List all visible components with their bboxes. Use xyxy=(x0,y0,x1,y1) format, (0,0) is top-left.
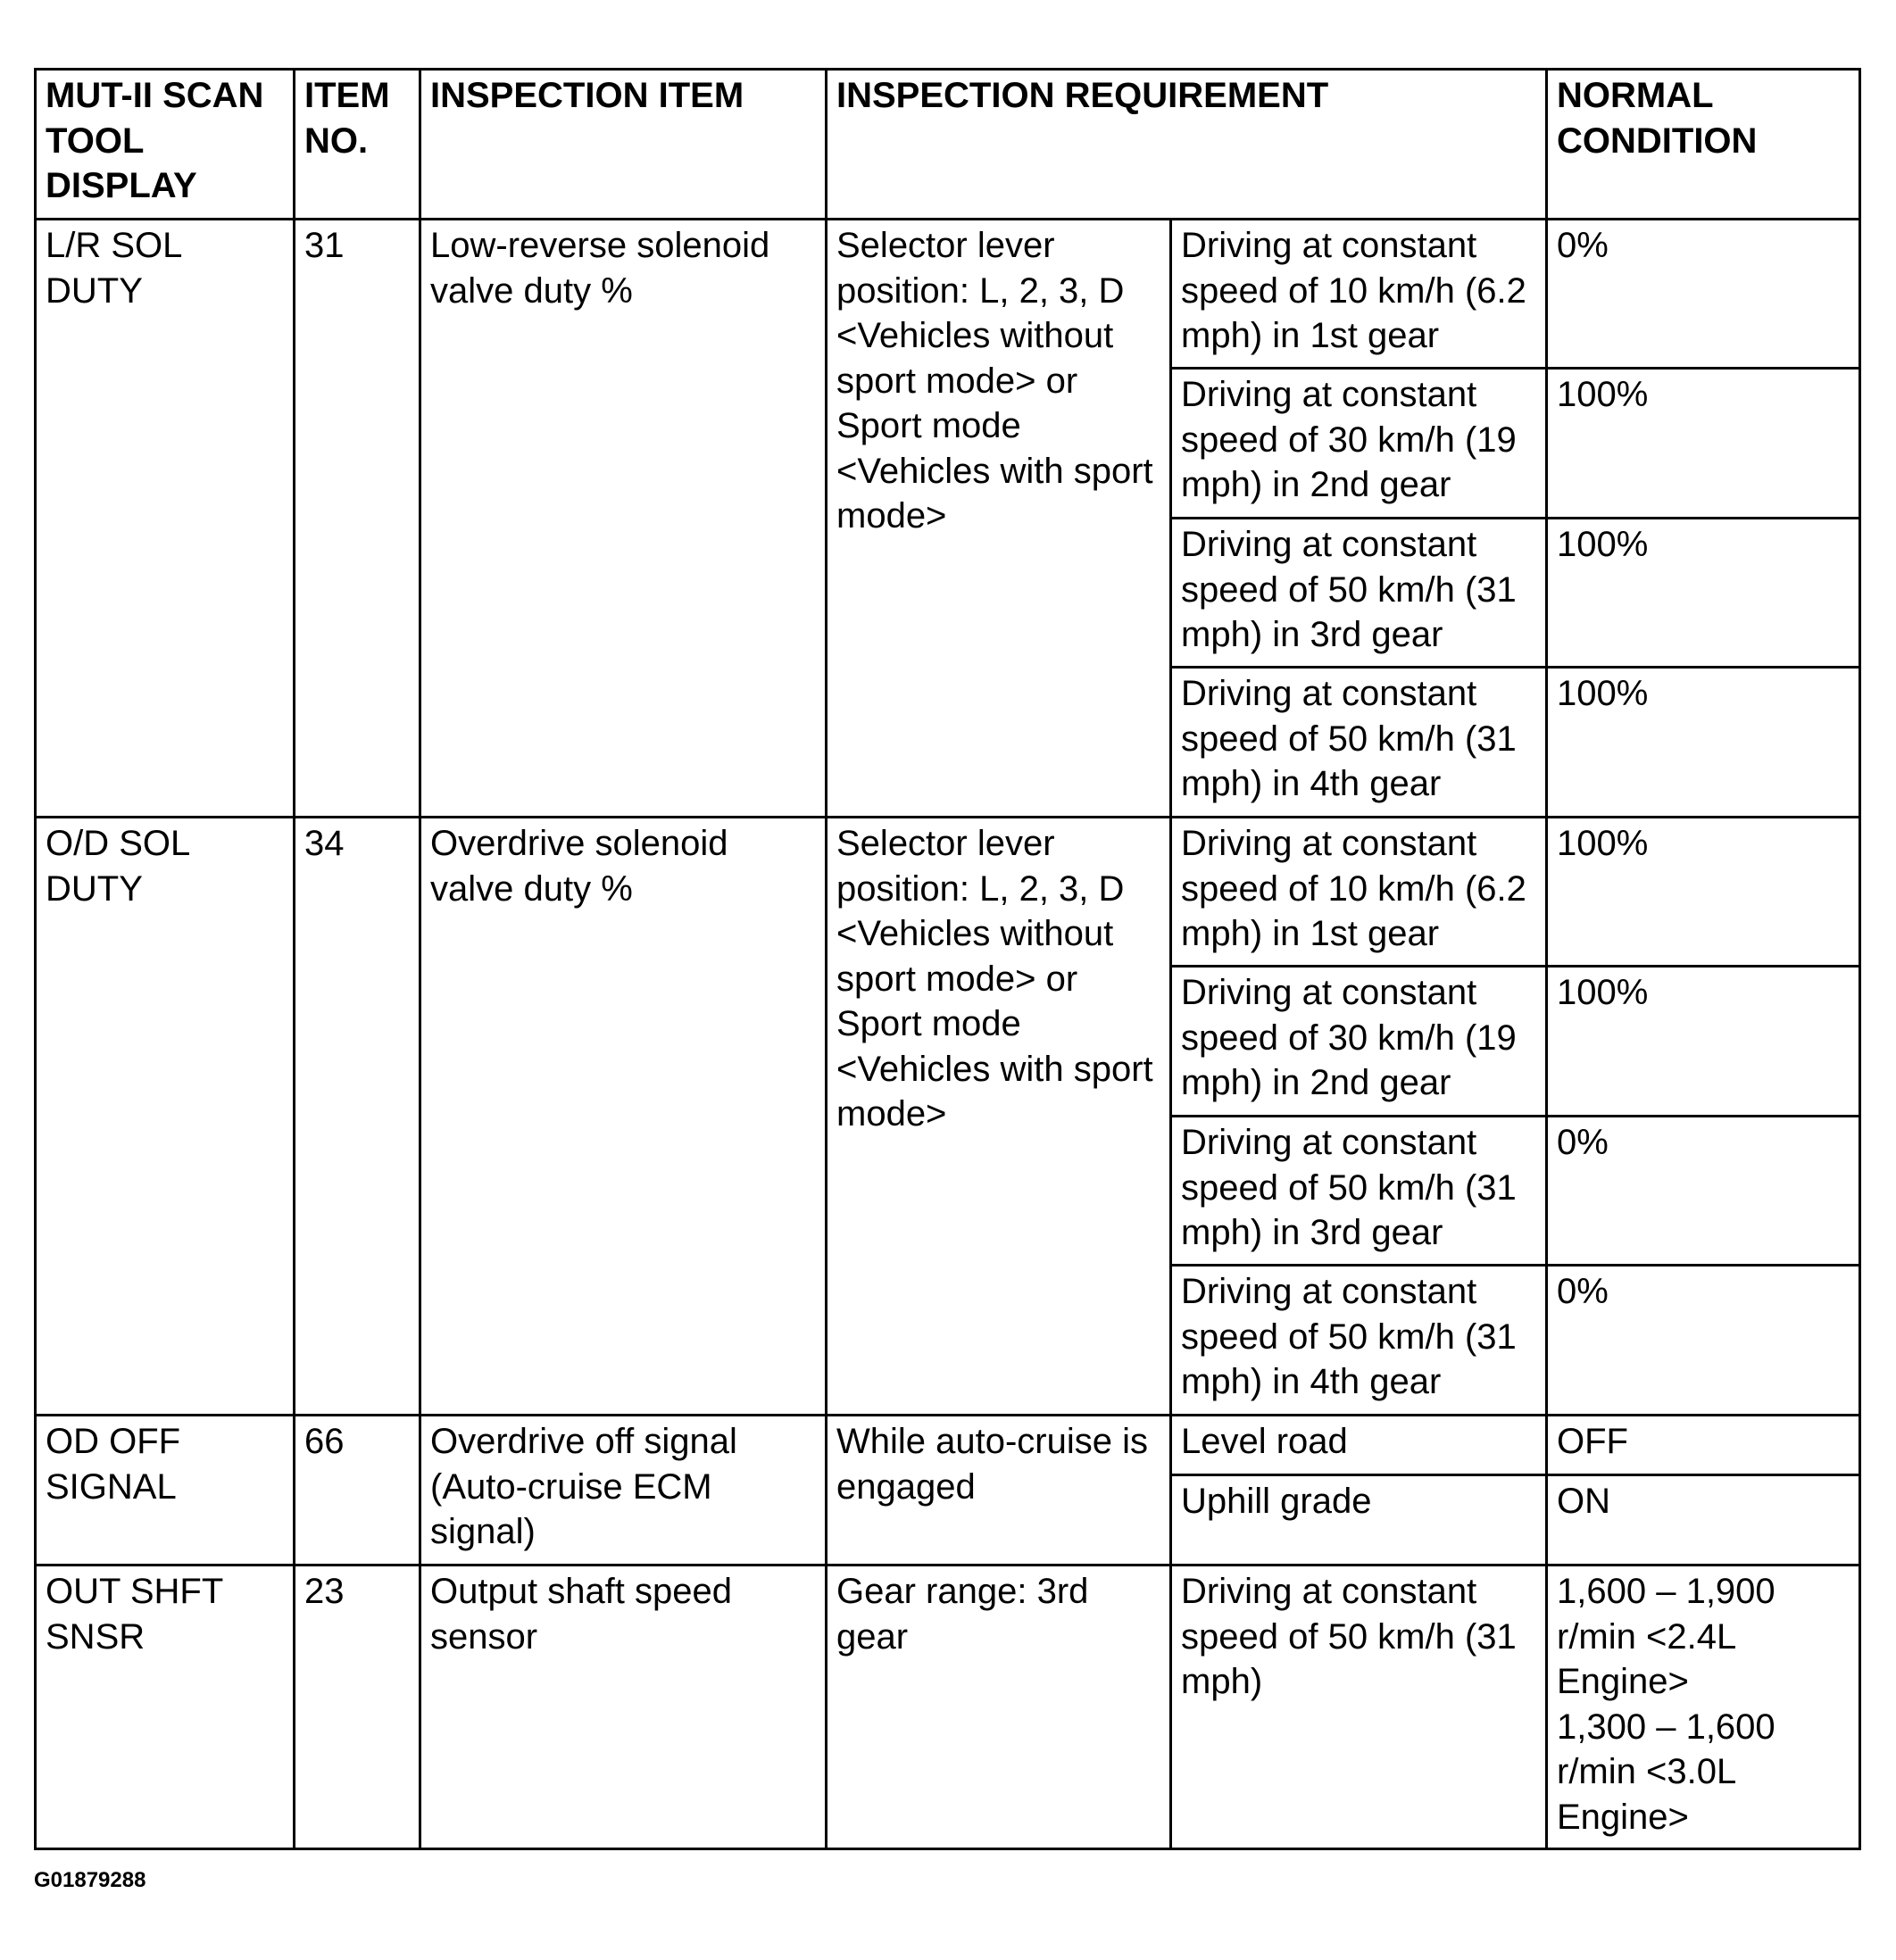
cell-condition: Driving at constant speed of 10 km/h (6.2 mph) in 1st gear xyxy=(1171,818,1547,967)
cell-condition: Driving at constant speed of 30 km/h (19 mph) in 2nd gear xyxy=(1171,369,1547,519)
header-inspection-requirement: INSPECTION REQUIREMENT xyxy=(827,70,1547,220)
cell-item-no: 23 xyxy=(295,1566,420,1849)
header-normal-condition: NORMAL CONDITION xyxy=(1547,70,1860,220)
header-inspection-item: INSPECTION ITEM xyxy=(420,70,827,220)
inspection-table xyxy=(34,68,1861,1850)
cell-display: L/R SOL DUTY xyxy=(36,220,295,818)
cell-inspection-item: Output shaft speed sensor xyxy=(420,1566,827,1849)
cell-condition: Driving at constant speed of 10 km/h (6.2 mph) in 1st gear xyxy=(1171,220,1547,369)
cell-condition: Driving at constant speed of 50 km/h (31 mph) in 4th gear xyxy=(1171,668,1547,818)
cell-normal: 0% xyxy=(1547,1117,1860,1266)
cell-inspection-item: Low-reverse solenoid valve duty % xyxy=(420,220,827,818)
cell-condition: Driving at constant speed of 50 km/h (31 mph) in 3rd gear xyxy=(1171,519,1547,668)
table-row xyxy=(36,818,1860,967)
cell-display: O/D SOL DUTY xyxy=(36,818,295,1416)
cell-normal: 100% xyxy=(1547,519,1860,668)
cell-item-no: 66 xyxy=(295,1416,420,1566)
cell-item-no: 31 xyxy=(295,220,420,818)
cell-inspection-item: Overdrive solenoid valve duty % xyxy=(420,818,827,1416)
cell-normal: ON xyxy=(1547,1475,1860,1566)
header-item-no: ITEM NO. xyxy=(295,70,420,220)
cell-normal: 100% xyxy=(1547,967,1860,1117)
cell-condition: Level road xyxy=(1171,1416,1547,1475)
cell-condition: Driving at constant speed of 50 km/h (31 mph) xyxy=(1171,1566,1547,1849)
cell-display: OUT SHFT SNSR xyxy=(36,1566,295,1849)
cell-display: OD OFF SIGNAL xyxy=(36,1416,295,1566)
table-row xyxy=(36,1416,1860,1475)
cell-requirement: Selector lever position: L, 2, 3, D <Vehicles without sport mode> or Sport mode <Vehicles with sport mode> xyxy=(827,220,1171,818)
cell-normal: 1,600 – 1,900 r/min <2.4L Engine> 1,300 – 1,600 r/min <3.0L Engine> xyxy=(1547,1566,1860,1849)
table-row xyxy=(36,1566,1860,1849)
cell-normal: 0% xyxy=(1547,220,1860,369)
figure-id: G01879288 xyxy=(34,1868,146,1892)
cell-normal: 100% xyxy=(1547,818,1860,967)
header-row xyxy=(36,70,1860,220)
cell-requirement: While auto-cruise is engaged xyxy=(827,1416,1171,1566)
table-row xyxy=(36,220,1860,369)
header-display: MUT-II SCAN TOOL DISPLAY xyxy=(36,70,295,220)
cell-normal: 100% xyxy=(1547,668,1860,818)
cell-requirement: Selector lever position: L, 2, 3, D <Vehicles without sport mode> or Sport mode <Vehicles with sport mode> xyxy=(827,818,1171,1416)
cell-condition: Uphill grade xyxy=(1171,1475,1547,1566)
cell-requirement: Gear range: 3rd gear xyxy=(827,1566,1171,1849)
cell-normal: OFF xyxy=(1547,1416,1860,1475)
cell-normal: 0% xyxy=(1547,1266,1860,1416)
cell-item-no: 34 xyxy=(295,818,420,1416)
cell-condition: Driving at constant speed of 30 km/h (19 mph) in 2nd gear xyxy=(1171,967,1547,1117)
cell-normal: 100% xyxy=(1547,369,1860,519)
cell-inspection-item: Overdrive off signal (Auto-cruise ECM signal) xyxy=(420,1416,827,1566)
cell-condition: Driving at constant speed of 50 km/h (31 mph) in 4th gear xyxy=(1171,1266,1547,1416)
cell-condition: Driving at constant speed of 50 km/h (31 mph) in 3rd gear xyxy=(1171,1117,1547,1266)
